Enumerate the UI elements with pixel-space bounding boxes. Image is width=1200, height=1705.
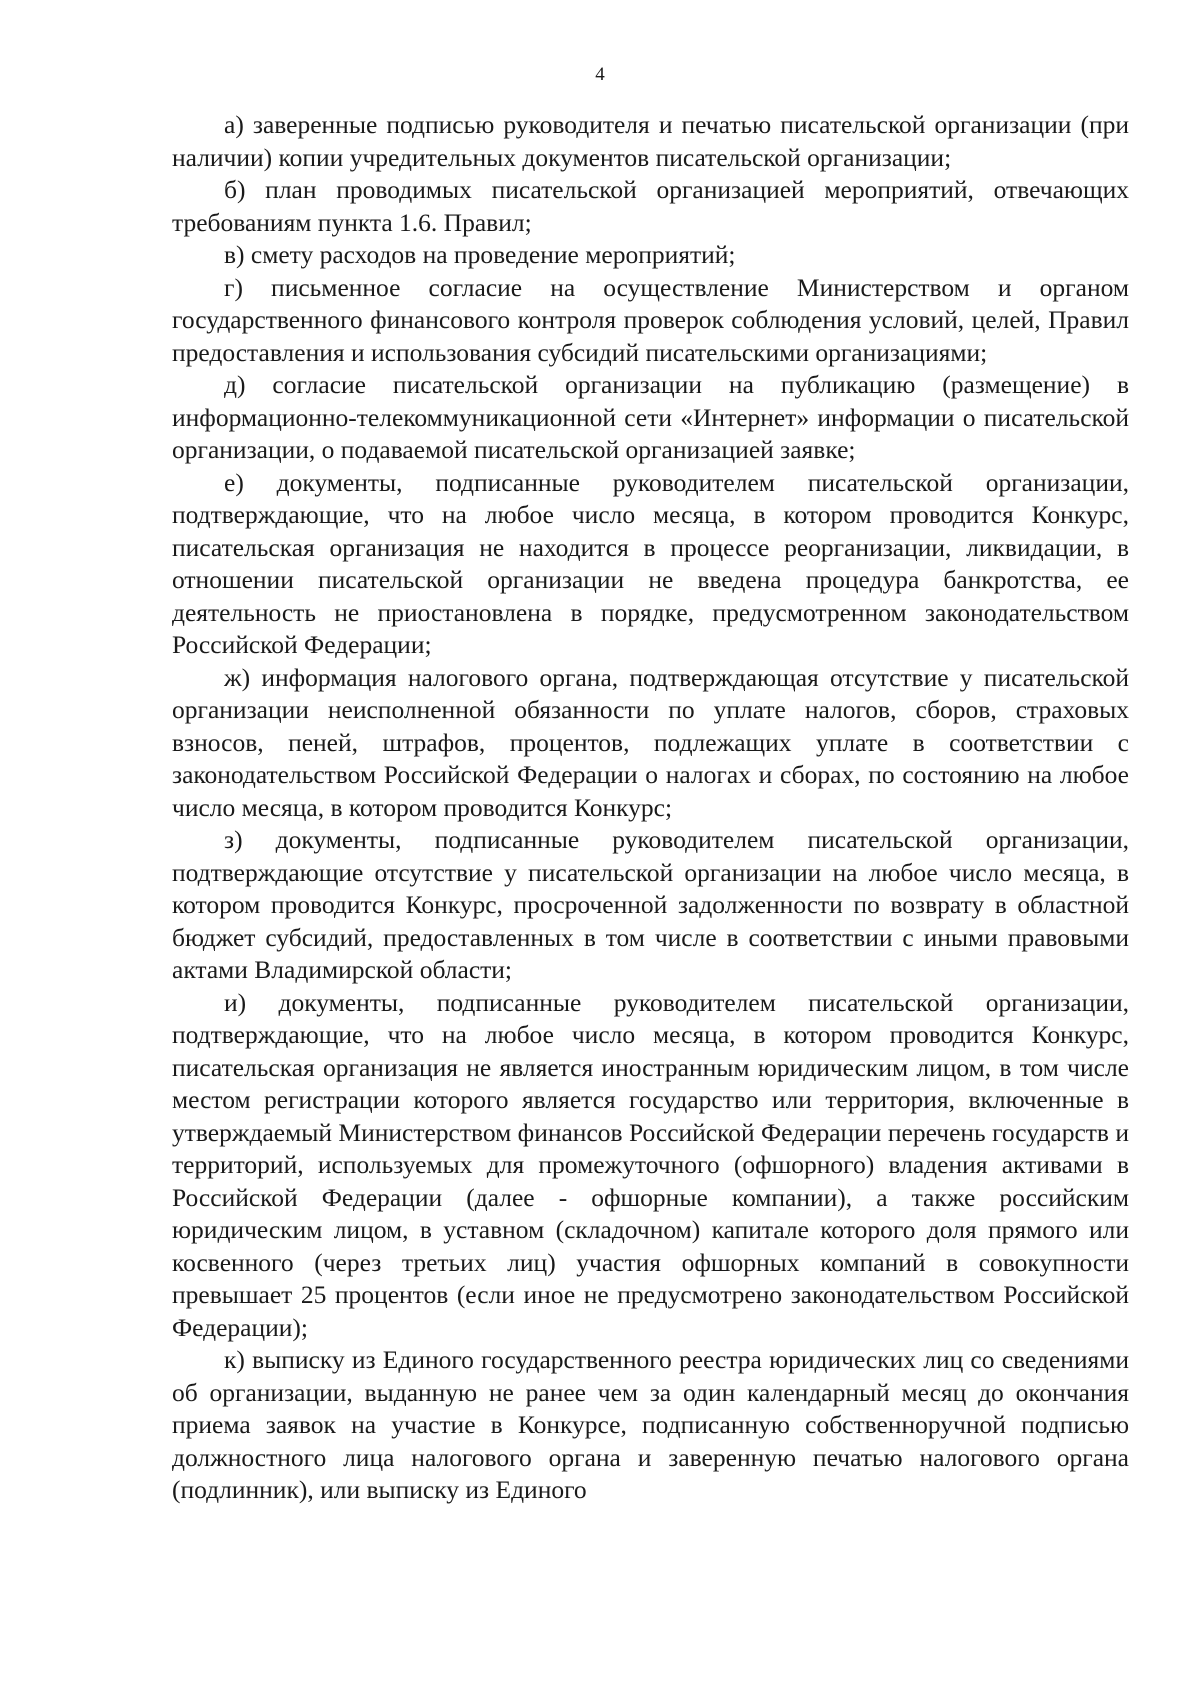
paragraph-v: в) смету расходов на проведение мероприятий;	[224, 240, 736, 269]
paragraph-b: б) план проводимых писательской организацией мероприятий, отвечающих требованиям пункта 1.6. Правил;	[172, 175, 1129, 237]
paragraph-a: а) заверенные подписью руководителя и печатью писательской организации (при наличии) копии учредительных документов писательской организации;	[172, 110, 1129, 172]
paragraph-k: к) выписку из Единого государственного реестра юридических лиц со сведениями об организации, выданную не ранее чем за один календарный месяц до окончания приема заявок на участие в Конкурсе, подписанную собственноручной подписью должностного лица налогового органа и заверенную печатью налогового органа (подлинник), или выписку из Единого	[172, 1345, 1129, 1504]
paragraph-zh: ж) информация налогового органа, подтверждающая отсутствие у писательской организации неисполненной обязанности по уплате налогов, сборов, страховых взносов, пеней, штрафов, процентов, подлежащих уплате в соответствии с законодательством Российской Федерации о налогах и сборах, по состоянию на любое число месяца, в котором проводится Конкурс;	[172, 662, 1129, 822]
page-number: 4	[595, 64, 605, 85]
paragraph-i: и) документы, подписанные руководителем писательской организации, подтверждающие, что на любое число месяца, в котором проводится Конкурс, писательская организация не является иностранным юридическим лицом, в том числе местом регистрации которого является государство или территория, включенные в утверждаемый Министерством финансов Российской Федерации перечень государств и территорий, используемых для промежуточного (офшорного) владения активами в Российской Федерации (далее - офшорные компании), а также российским юридическим лицом, в уставном (складочном) капитале которого доля прямого или косвенного (через третьих лиц) участия офшорных компаний в совокупности превышает 25 процентов (если иное не предусмотрено законодательством Российской Федерации);	[172, 987, 1129, 1342]
paragraph-g: г) письменное согласие на осуществление Министерством и органом государственного финансового контроля проверок соблюдения условий, целей, Правил предоставления и использования субсидий писательскими организациями;	[172, 272, 1129, 367]
paragraph-e: е) документы, подписанные руководителем писательской организации, подтверждающие, что на любое число месяца, в котором проводится Конкурс, писательская организация не находится в процессе реорганизации, ликвидации, в отношении писательской организации не введена процедура банкротства, ее деятельность не приостановлена в порядке, предусмотренном законодательством Российской Федерации;	[172, 467, 1129, 659]
document-body	[172, 109, 1129, 1507]
paragraph-d: д) согласие писательской организации на публикацию (размещение) в информационно-телекоммуникационной сети «Интернет» информации о писательской организации, о подаваемой писательской организацией заявке;	[172, 370, 1129, 464]
paragraph-z: з) документы, подписанные руководителем писательской организации, подтверждающие отсутствие у писательской организации на любое число месяца, в котором проводится Конкурс, просроченной задолженности по возврату в областной бюджет субсидий, предоставленных в том числе в соответствии с иными правовыми актами Владимирской области;	[172, 825, 1129, 984]
